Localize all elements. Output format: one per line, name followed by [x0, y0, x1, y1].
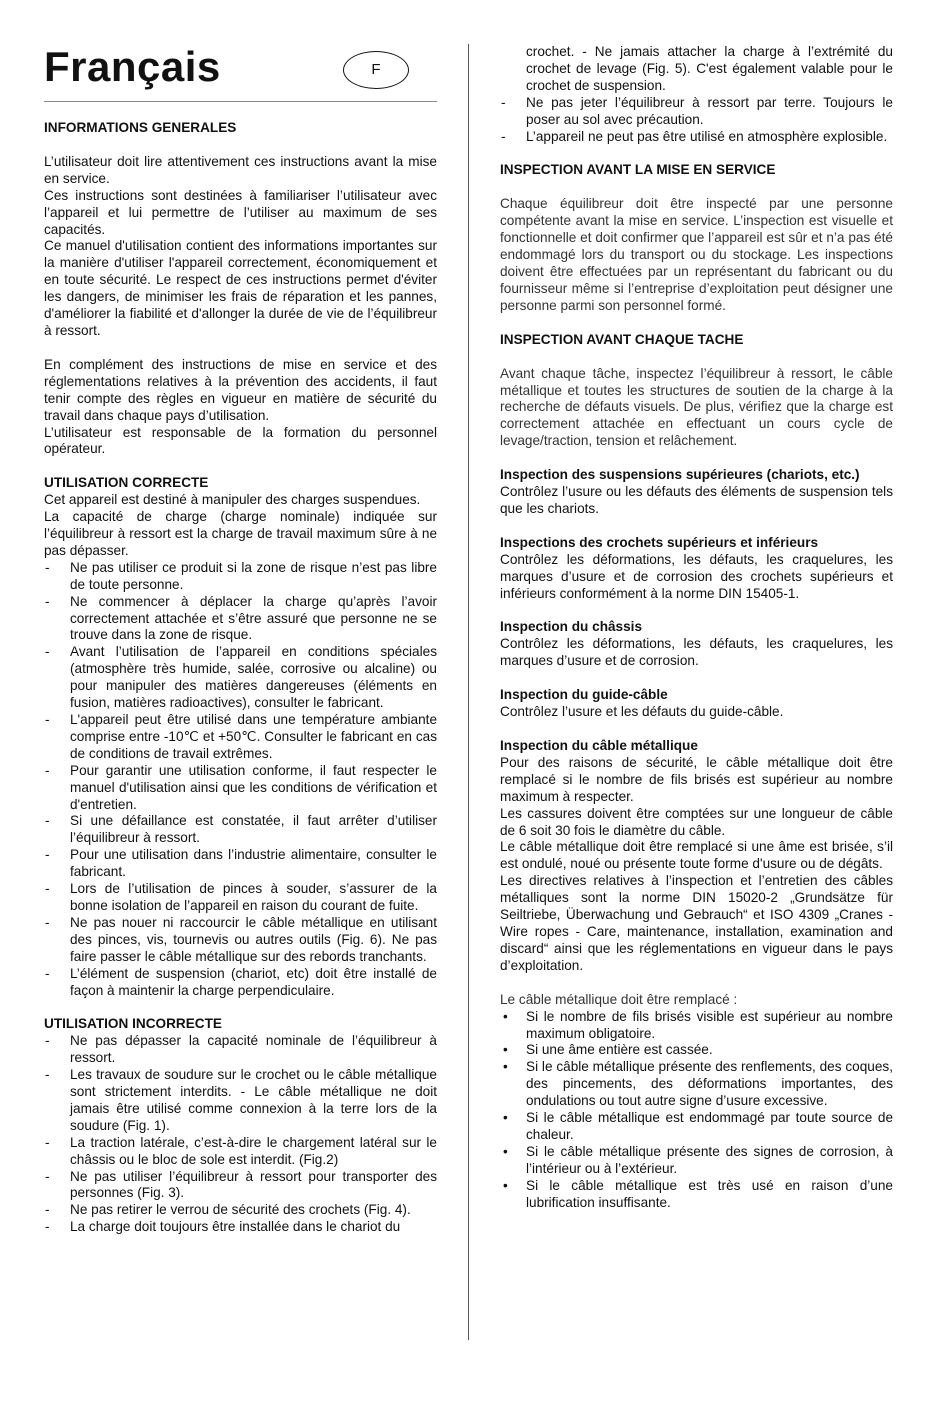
paragraph: Contrôlez l’usure et les défauts du guide-câble. [500, 704, 784, 720]
list-item: - Avant l’utilisation de l’appareil en conditions spéciales (atmosphère très humide, salée, corrosive ou alcaline) ou pour manipuler des matières dangereuses (éléments en fusion, matières radioactives), consulter le fabricant. [44, 644, 437, 712]
list-item: - L’appareil ne peut pas être utilisé en atmosphère explosible. [500, 129, 893, 146]
paragraph: Avant chaque tâche, inspectez l’équilibreur à ressort, le câble métallique et toutes les structures de soutien de la charge à la recherche de défauts visuels. De plus, vérifiez que la charge est correctement attachée en effectuant un cours cycle de levage/traction, tension et relâchement. [500, 365, 893, 449]
subheading-hooks: Inspections des crochets supérieurs et inférieurs [500, 534, 819, 550]
title-divider [44, 101, 437, 102]
list-item: - Ne pas utiliser l’équilibreur à ressort pour transporter des personnes (Fig. 3). [44, 1169, 437, 1203]
list-item: - Ne pas nouer ni raccourcir le câble métallique en utilisant des pinces, vis, tournevis ou autres outils (Fig. 6). Ne pas faire passer le câble métallique sur des rebords tranchants. [44, 915, 437, 966]
paragraph: Contrôlez l’usure ou les défauts des éléments de suspension tels que les chariots. [500, 484, 893, 516]
list-item: - L’élément de suspension (chariot, etc) doit être installé de façon à maintenir la charge perpendiculaire. [44, 966, 437, 1000]
subheading-frame: Inspection du châssis [500, 619, 643, 635]
incorrect-use-list [44, 1033, 437, 1236]
section-heading-pre-service-inspection: INSPECTION AVANT LA MISE EN SERVICE [500, 162, 776, 178]
list-item: - Ne commencer à déplacer la charge qu’après l’avoir correctement attachée et s’être assuré que personne ne se trouve dans la zone de risque. [44, 594, 437, 645]
paragraph: La capacité de charge (charge nominale) indiquée sur l’équilibreur à ressort est la charge de travail maximum sûre à ne pas dépasser. [44, 509, 437, 558]
list-item: • Si une âme entière est cassée. [500, 1042, 893, 1059]
paragraph: Contrôlez les déformations, les défauts, les craquelures, les marques d’usure et de corrosion. [500, 636, 893, 669]
correct-use-list [44, 560, 437, 1000]
list-item-continued: crochet. - Ne jamais attacher la charge à l’extrémité du crochet de levage (Fig. 5). C'est également valable pour le crochet de suspension. [526, 44, 893, 93]
list-item: - Ne pas retirer le verrou de sécurité des crochets (Fig. 4). [44, 1202, 437, 1219]
list-item: • Si le câble métallique présente des signes de corrosion, à l’intérieur ou à l’extérieur. [500, 1144, 893, 1178]
list-item: - Ne pas utiliser ce produit si la zone de risque n’est pas libre de toute personne. [44, 560, 437, 594]
language-badge: F [343, 51, 409, 89]
list-item: - Pour garantir une utilisation conforme, il faut respecter le manuel d'utilisation ainsi que les conditions de vérification et d'entretien. [44, 763, 437, 814]
paragraph: Ces instructions sont destinées à familiariser l’utilisateur avec l’appareil et lui permettre de l’utiliser au maximum de ses capacités. [44, 187, 437, 237]
subheading-cable-guide: Inspection du guide-câble [500, 687, 668, 703]
paragraph: Le câble métallique doit être remplacé : [500, 991, 738, 1007]
list-item: • Si le câble métallique présente des renflements, des coques, des pincements, des déformations importantes, des ondulations ou tout autre signe d’usure excessive. [500, 1059, 893, 1110]
list-item: • Si le câble métallique est endommagé par toute source de chaleur. [500, 1110, 893, 1144]
column-divider [468, 44, 469, 1340]
replacement-criteria-list [500, 1009, 893, 1212]
list-item: - Pour une utilisation dans l’industrie alimentaire, consulter le fabricant. [44, 847, 437, 881]
list-item: - Les travaux de soudure sur le crochet ou le câble métallique sont strictement interdits. - Le câble métallique ne doit jamais être utilisé comme connexion à la terre lors de la soudure (Fig. 1). [44, 1067, 437, 1135]
list-item: • Si le câble métallique est très usé en raison d’une lubrification insuffisante. [500, 1178, 893, 1212]
list-item: - Ne pas jeter l’équilibreur à ressort par terre. Toujours le poser au sol avec précaution. [500, 95, 893, 129]
paragraph: Le câble métallique doit être remplacé si une âme est brisée, s’il est ondulé, noué ou présente toute forme d'usure ou de dégâts. [500, 839, 893, 872]
list-item: - L'appareil peut être utilisé dans une température ambiante comprise entre -10℃ et +50℃. Consulter le fabricant en cas de conditions de travail extrêmes. [44, 712, 437, 763]
section-heading-general: INFORMATIONS GENERALES [44, 120, 237, 135]
list-item: - Si une défaillance est constatée, il faut arrêter d’utiliser l’équilibreur à ressort. [44, 813, 437, 847]
paragraph: Cet appareil est destiné à manipuler des charges suspendues. [44, 492, 421, 508]
paragraph: Les directives relatives à l’inspection et l’entretien des câbles métalliques sont la norme DIN 15020-2 „Grundsätze für Seiltriebe, Überwachung und Gebrauch“ et ISO 4309 „Cranes - Wire ropes - Care, maintenance, installation, examination and discard“ ainsi que les réglementations en vigueur dans le pays d’exploitation. [500, 873, 893, 973]
paragraph: Chaque équilibreur doit être inspecté par une personne compétente avant la mise en service. L’inspection est visuelle et fonctionnelle et doit confirmer que l’appareil est sûr et n’a pas été endommagé lors du transport ou du stockage. Les inspections doivent être effectuées par un représentant du fabricant ou du fournisseur même si l’entreprise d’exploitation peut désigner une personne parmi son personnel formé. [500, 196, 893, 313]
section-heading-incorrect-use: UTILISATION INCORRECTE [44, 1016, 222, 1032]
list-item: - La traction latérale, c’est-à-dire le chargement latéral sur le châssis ou le bloc de sole est interdit. (Fig.2) [44, 1135, 437, 1169]
subheading-wire-rope: Inspection du câble métallique [500, 738, 698, 753]
page-title: Français [44, 43, 221, 90]
paragraph: Pour des raisons de sécurité, le câble métallique doit être remplacé si le nombre de fils brisés est supérieur au nombre maximum à respecter. [500, 754, 893, 804]
paragraph: En complément des instructions de mise en service et des réglementations relatives à la prévention des accidents, il faut tenir compte des règles en vigueur en matière de sécurité du travail dans chaque pays d’utilisation. [44, 356, 437, 423]
section-heading-task-inspection: INSPECTION AVANT CHAQUE TACHE [500, 331, 744, 347]
right-column [500, 44, 893, 1211]
list-item: - Lors de l’utilisation de pinces à souder, s’assurer de la bonne isolation de l’appareil en raison du courant de fuite. [44, 881, 437, 915]
paragraph: L’utilisateur doit lire attentivement ces instructions avant la mise en service. [44, 153, 437, 186]
section-heading-correct-use: UTILISATION CORRECTE [44, 475, 209, 491]
continued-list [500, 44, 893, 145]
list-item: - La charge doit toujours être installée dans le chariot du [44, 1219, 437, 1236]
paragraph: Les cassures doivent être comptées sur une longueur de câble de 6 soit 30 fois le diamètre du câble. [500, 805, 893, 838]
list-item: - Ne pas dépasser la capacité nominale de l’équilibreur à ressort. [44, 1033, 437, 1067]
left-column [44, 120, 437, 1236]
subheading-suspension: Inspection des suspensions supérieures (chariots, etc.) [500, 467, 860, 483]
paragraph: Contrôlez les déformations, les défauts, les craquelures, les marques d’usure et de corrosion des crochets supérieurs et inférieurs conformément à la norme DIN 15405-1. [500, 551, 893, 601]
list-item: • Si le nombre de fils brisés visible est supérieur au nombre maximum obligatoire. [500, 1009, 893, 1043]
paragraph: L’utilisateur est responsable de la formation du personnel opérateur. [44, 424, 437, 457]
paragraph: Ce manuel d'utilisation contient des informations importantes sur la manière d'utiliser l'appareil correctement, économiquement et en toute sécurité. Le respect de ces instructions permet d'éviter les dangers, de minimiser les frais de réparation et les pannes, d'améliorer la fiabilité et d'allonger la durée de vie de l’équilibreur à ressort. [44, 238, 437, 338]
